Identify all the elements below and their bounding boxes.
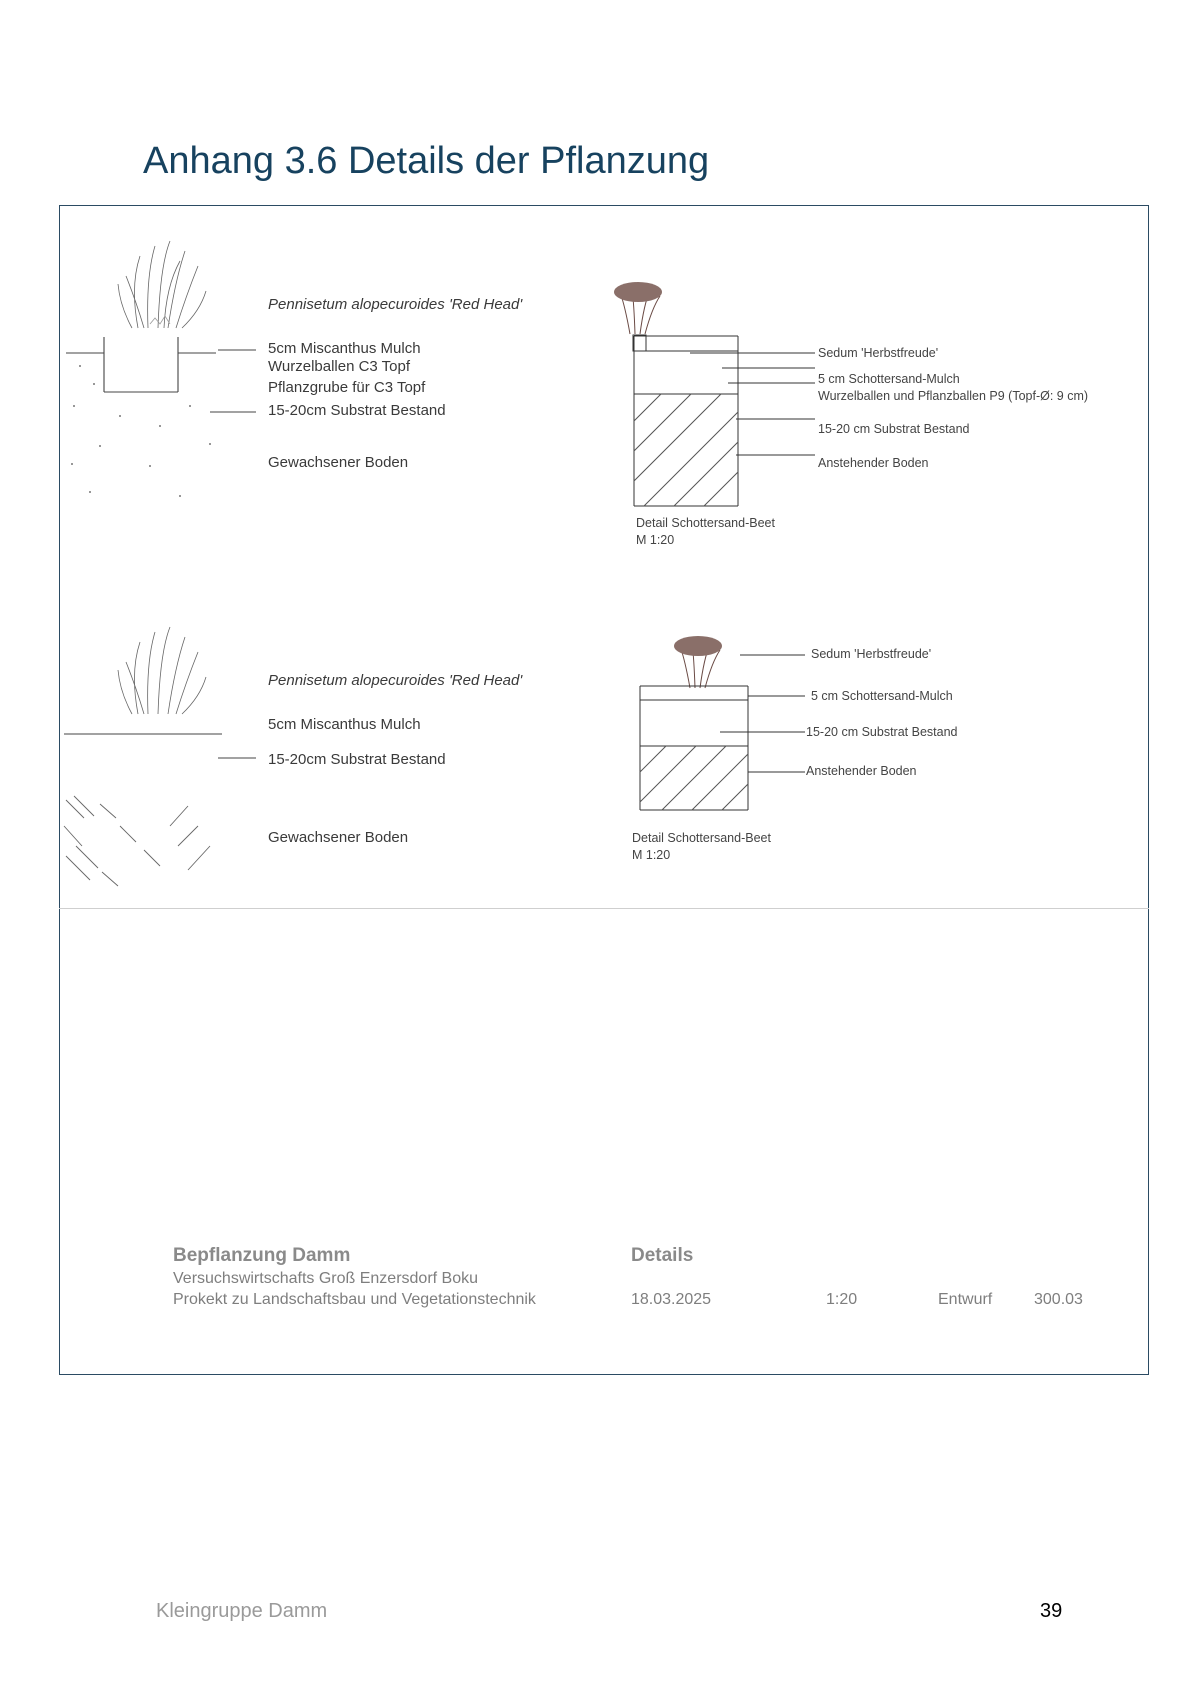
caption-top-right: Detail Schottersand-Beet bbox=[636, 516, 775, 530]
label-substrate-top-left: 15-20cm Substrat Bestand bbox=[268, 402, 446, 419]
label-rootball-top-left: Wurzelballen C3 Topf bbox=[268, 358, 411, 375]
label-soil-bottom-right: Anstehender Boden bbox=[806, 764, 917, 778]
scale-top-right: M 1:20 bbox=[636, 533, 675, 547]
planting-detail-drawings bbox=[60, 206, 1148, 906]
label-plant-top-right: Sedum 'Herbstfreude' bbox=[818, 346, 939, 360]
label-plant-top-left: Pennisetum alopecuroides 'Red Head' bbox=[268, 296, 523, 313]
title-block-scale: 1:20 bbox=[826, 1291, 858, 1308]
label-mulch-bottom-left: 5cm Miscanthus Mulch bbox=[268, 716, 421, 733]
label-substrate-bottom-left: 15-20cm Substrat Bestand bbox=[268, 751, 446, 768]
label-plant-bottom-left: Pennisetum alopecuroides 'Red Head' bbox=[268, 672, 523, 689]
schottersand-bed-section-bottom bbox=[640, 655, 805, 810]
sheet-divider bbox=[59, 908, 1149, 909]
label-pit-top-left: Pflanzgrube für C3 Topf bbox=[268, 379, 426, 396]
label-soil-top-right: Anstehender Boden bbox=[818, 456, 929, 470]
label-substrate-top-right: 15-20 cm Substrat Bestand bbox=[818, 422, 970, 436]
ornamental-grass-drawing-bottom bbox=[118, 627, 206, 714]
label-plant-bottom-right: Sedum 'Herbstfreude' bbox=[811, 647, 932, 661]
title-block-sheet-title: Details bbox=[631, 1245, 694, 1266]
label-rootball-top-right: Wurzelballen und Pflanzballen P9 (Topf-Ø: 9 cm) bbox=[818, 389, 1089, 403]
title-block-date: 18.03.2025 bbox=[631, 1291, 712, 1308]
mulch-layer-bottom bbox=[64, 734, 256, 758]
title-block-line2: Prokekt zu Landschaftsbau und Vegetationstechnik bbox=[173, 1291, 536, 1308]
page-title: Anhang 3.6 Details der Pflanzung bbox=[143, 140, 710, 182]
planting-pit-section-top bbox=[66, 337, 256, 412]
label-mulch-top-left: 5cm Miscanthus Mulch bbox=[268, 340, 421, 357]
label-mulch-bottom-right: 5 cm Schottersand-Mulch bbox=[811, 689, 953, 703]
page-number: 39 bbox=[1040, 1600, 1063, 1622]
footer-group: Kleingruppe Damm bbox=[156, 1600, 328, 1622]
title-block-number: 300.03 bbox=[1034, 1291, 1083, 1308]
soil-dots-top bbox=[71, 365, 211, 497]
soil-hatching-bottom bbox=[64, 796, 210, 886]
caption-bottom-right: Detail Schottersand-Beet bbox=[632, 831, 771, 845]
schottersand-bed-section-top bbox=[633, 335, 815, 506]
scale-bottom-right: M 1:20 bbox=[632, 848, 671, 862]
title-block-line1: Versuchswirtschafts Groß Enzersdorf Boku bbox=[173, 1270, 478, 1287]
title-block-project-title: Bepflanzung Damm bbox=[173, 1245, 351, 1266]
sedum-plant-drawing-top bbox=[614, 282, 662, 334]
sedum-plant-drawing-bottom bbox=[674, 636, 722, 688]
label-mulch-top-right: 5 cm Schottersand-Mulch bbox=[818, 372, 960, 386]
label-soil-top-left: Gewachsener Boden bbox=[268, 454, 409, 471]
title-block-status: Entwurf bbox=[938, 1291, 993, 1308]
label-substrate-bottom-right: 15-20 cm Substrat Bestand bbox=[806, 725, 958, 739]
label-soil-bottom-left: Gewachsener Boden bbox=[268, 829, 409, 846]
ornamental-grass-drawing-top bbox=[118, 241, 206, 328]
